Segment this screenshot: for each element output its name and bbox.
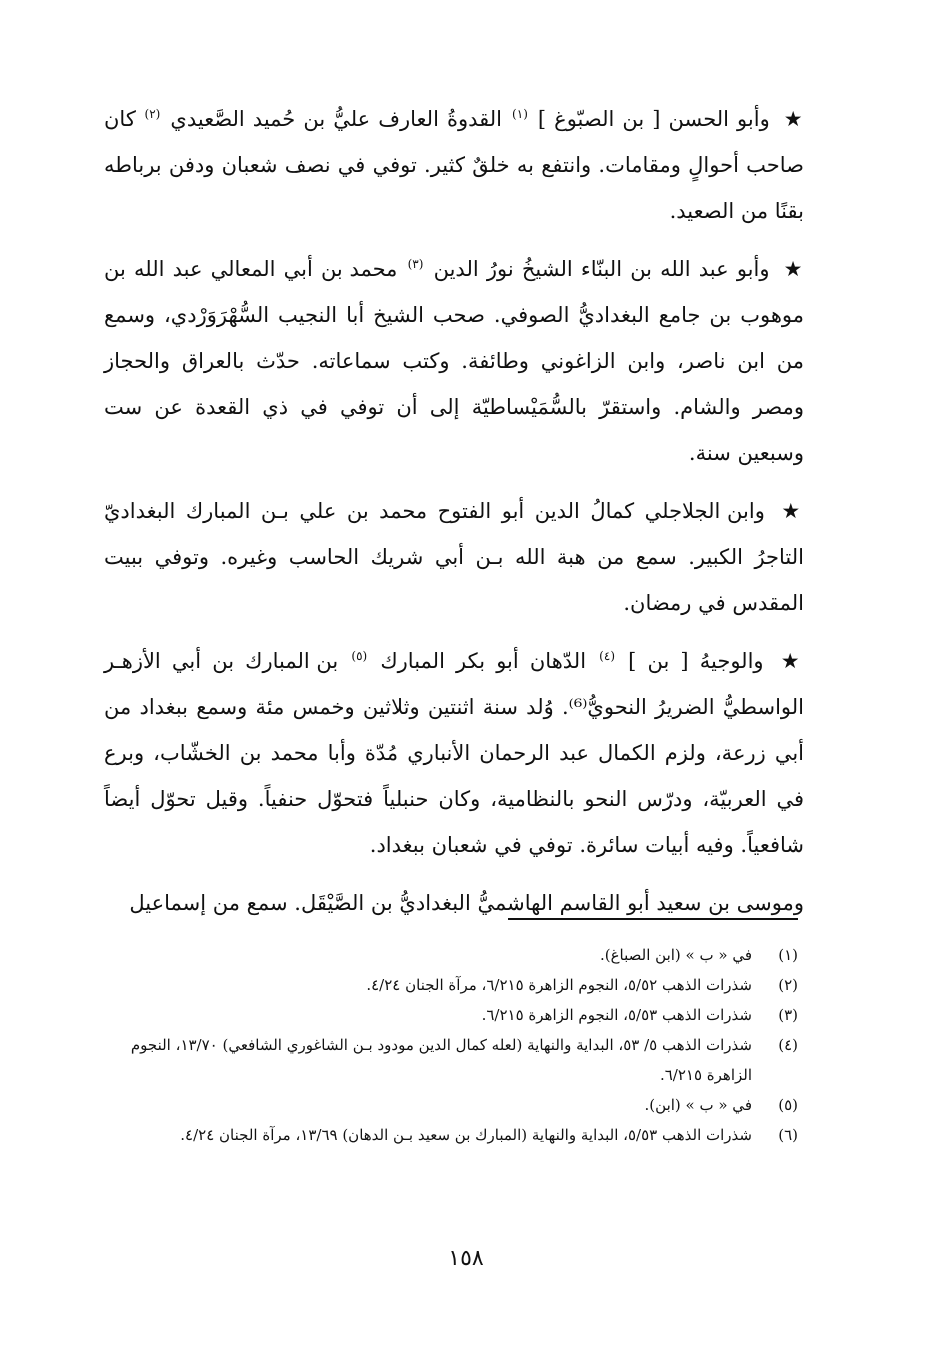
star-bullet: ★: [781, 499, 805, 523]
footnote-item: [96, 1120, 798, 1150]
star-bullet: ★: [783, 257, 804, 281]
paragraph-text: وأبو الحسن [ بن الصبّوغ ]: [537, 107, 770, 131]
footnote-text: شذرات الذهب ٥/٥٣، النجوم الزاهرة ٦/٢١٥.: [481, 1006, 752, 1024]
paragraph-text: وابن الجلاجلي كمالُ الدين أبو الفتوح محمد بن علي بـن المبارك البغداديّ التاجرُ الكبير. سمع من هبة الله بـن أبي شريك الحاسب وغيره. وتوفي ببيت المقدس في رمضان.: [104, 499, 804, 615]
star-bullet: ★: [783, 107, 804, 131]
star-bullet: ★: [780, 649, 804, 673]
footnote-item: [96, 1030, 798, 1090]
paragraph-text: القدوةُ العارف عليُّ بن حُميد الصَّعيدي: [170, 107, 502, 131]
footnote-text: شذرات الذهب ٥/٥٢، النجوم الزاهرة ٦/٢١٥، مرآة الجنان ٤/٢٤.: [366, 976, 752, 994]
footnote-text: في « ب » (ابن).: [644, 1096, 752, 1114]
footnote-ref: (٣): [407, 257, 424, 271]
footnote-number: (١): [778, 946, 798, 964]
footnote-ref: (٢): [144, 107, 161, 121]
footnote-divider: [508, 918, 798, 920]
paragraph-2: [104, 246, 804, 476]
footnote-item: [96, 940, 798, 970]
paragraph-text: الدّهان أبو بكر المبارك: [380, 649, 587, 673]
footnote-number: (٤): [778, 1036, 798, 1054]
paragraph-3: [104, 488, 804, 626]
footnote-ref: (١): [512, 107, 528, 121]
paragraph-text: والوجيهُ [ بن ]: [628, 649, 764, 673]
footnote-number: (٦): [778, 1126, 798, 1144]
footnote-text: شذرات الذهب ٥/ ٥٣، البداية والنهاية (لعله كمال الدين مودود بـن الشاغوري الشافعي) ١٣/٧٠، النجوم الزاهرة ٦/٢١٥.: [130, 1036, 752, 1084]
footnote-number: (٣): [778, 1006, 798, 1024]
paragraph-text: بن المبارك بن أبي الأزهـر الواسطيُّ الضريرُ النحويُّ⁽⁶⁾. وُلد سنة اثنتين وثلاثين وخمس مئة وسمع ببغداد من أبي زرعة، ولزم الكمال عبد الرحمان الأنباري مُدّة وأبا محمد بن الخشّاب، وبرع في العربيّة، ودرّس النحو بالنظامية، وكان حنبلياً فتحوّل حنفياً. وقيل تحوّل أيضاً شافعياً. وفيه أبيات سائرة. توفي في شعبان ببغداد.: [104, 649, 805, 857]
paragraph-1: [104, 96, 804, 234]
footnote-ref: (٤): [599, 649, 615, 663]
paragraph-text: محمد بن أبي المعالي عبد الله بن موهوب بن جامع البغداديُّ الصوفي. صحب الشيخ أبا النجيب السُّهْرَوَرْدي، وسمع من ابن ناصر، وابن الزاغوني وطائفة. وكتب سماعاته. حدّث بالعراق والحجاز ومصر والشام. واستقرّ بالسُّمَيْساطيّة إلى أن توفي في ذي القعدة عن ست وسبعين سنة.: [104, 257, 804, 465]
main-text: [104, 96, 804, 938]
footnote-number: (٥): [778, 1096, 798, 1114]
page-number: ١٥٨: [448, 1246, 484, 1271]
footnote-item: [96, 1090, 798, 1120]
footnote-ref: (٥): [351, 649, 368, 663]
footnote-item: [96, 970, 798, 1000]
paragraph-text: كان صاحب أحوالٍ ومقامات. وانتفع به خلقٌ كثير. توفي في نصف شعبان ودفن برباطه بقنًا من الصعيد.: [104, 107, 804, 223]
paragraph-text: وأبو عبد الله بن البنّاء الشيخُ نورُ الدين: [433, 257, 770, 281]
footnote-text: في « ب » (ابن الصباغ).: [599, 946, 752, 964]
footnotes: [96, 940, 798, 1150]
footnote-item: [96, 1000, 798, 1030]
paragraph-4: [104, 638, 804, 868]
paragraph-text: وموسى بن سعيد أبو القاسم الهاشميُّ البغداديُّ بن الصَّيْقَل. سمع من إسماعيل: [129, 891, 804, 915]
footnote-text: شذرات الذهب ٥/٥٣، البداية والنهاية (المبارك بن سعيد بـن الدهان) ١٣/٦٩، مرآة الجنان ٤/٢٤.: [180, 1126, 752, 1144]
footnote-number: (٢): [778, 976, 798, 994]
